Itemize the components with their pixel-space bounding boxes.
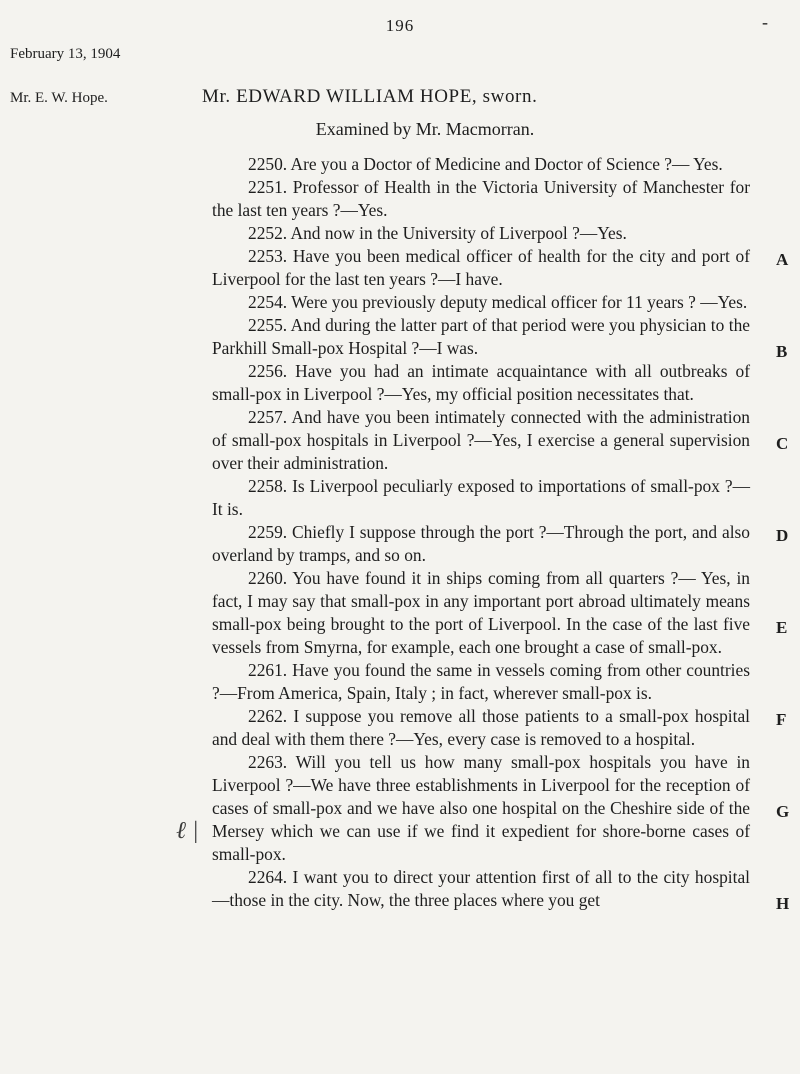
margin-letter-b: B (776, 342, 788, 361)
margin-letter-c: C (776, 434, 789, 453)
sidenote-witness: Mr. E. W. Hope. (10, 90, 108, 106)
testimony-paragraph: 2253. Have you been medical officer of health for the city and port of Liverpool for the last ten years ?—I have. (212, 246, 750, 289)
testimony-paragraph: 2258. Is Liverpool peculiarly exposed to importations of small-pox ?—It is. (212, 476, 750, 519)
testimony-paragraph: 2261. Have you found the same in vessels coming from other countries ?—From America, Spain, Italy ; in fact, wherever small-pox is. (212, 660, 750, 703)
testimony-paragraph: 2263. Will you tell us how many small-pox hospitals you have in Liverpool ?—We have three establishments in Liverpool for the reception of cases of small-pox and we have also one hospital on the Cheshire side of the Mersey which we can use if we find it expedient for shore-borne cases of small-pox. (212, 752, 750, 864)
page-number: 196 (385, 16, 415, 35)
pencil-annotation: ℓ | (176, 818, 199, 844)
sidenote-date: February 13, 1904 (10, 46, 121, 62)
corner-mark: - (762, 12, 768, 32)
testimony-paragraph: 2251. Professor of Health in the Victoria University of Manchester for the last ten years ?—Yes. (212, 177, 750, 220)
margin-letter-h: H (776, 894, 790, 913)
testimony-paragraph: 2257. And have you been intimately connected with the administration of small-pox hospitals in Liverpool ?—Yes, I exercise a general supervision over their administration. (212, 407, 750, 473)
testimony-paragraph: 2250. Are you a Doctor of Medicine and Doctor of Science ?— Yes. (248, 154, 723, 174)
testimony-paragraph: 2264. I want you to direct your attention first of all to the city hospital—those in the city. Now, the three places where you get (212, 867, 750, 910)
margin-letter-e: E (776, 618, 788, 637)
testimony-paragraph: 2254. Were you previously deputy medical officer for 11 years ? —Yes. (248, 292, 748, 312)
margin-letter-g: G (776, 802, 790, 821)
margin-letter-f: F (776, 710, 787, 729)
margin-letter-a: A (776, 250, 789, 269)
testimony-paragraph: 2260. You have found it in ships coming from all quarters ?— Yes, in fact, I may say that small-pox in any important port abroad ultimately means small-pox being brought to the port of Liverpool. In the case of the last five vessels from Smyrna, for example, each one brought a case of small-pox. (212, 568, 750, 657)
testimony-paragraph: 2262. I suppose you remove all those patients to a small-pox hospital and deal with them there ?—Yes, every case is removed to a hospital. (212, 706, 750, 749)
examiner-heading: Examined by Mr. Macmorran. (315, 119, 535, 139)
testimony-paragraph: 2259. Chiefly I suppose through the port ?—Through the port, and also overland by tramps, and so on. (212, 522, 750, 565)
witness-heading: Mr. EDWARD WILLIAM HOPE, sworn. (202, 86, 538, 107)
testimony-paragraph: 2252. And now in the University of Liverpool ?—Yes. (248, 223, 627, 243)
testimony-body (212, 153, 750, 912)
margin-letter-d: D (776, 526, 789, 545)
testimony-paragraph: 2255. And during the latter part of that period were you physician to the Parkhill Small-pox Hospital ?—I was. (212, 315, 750, 358)
testimony-paragraph: 2256. Have you had an intimate acquaintance with all outbreaks of small-pox in Liverpool ?—Yes, my official position necessitates that. (212, 361, 750, 404)
